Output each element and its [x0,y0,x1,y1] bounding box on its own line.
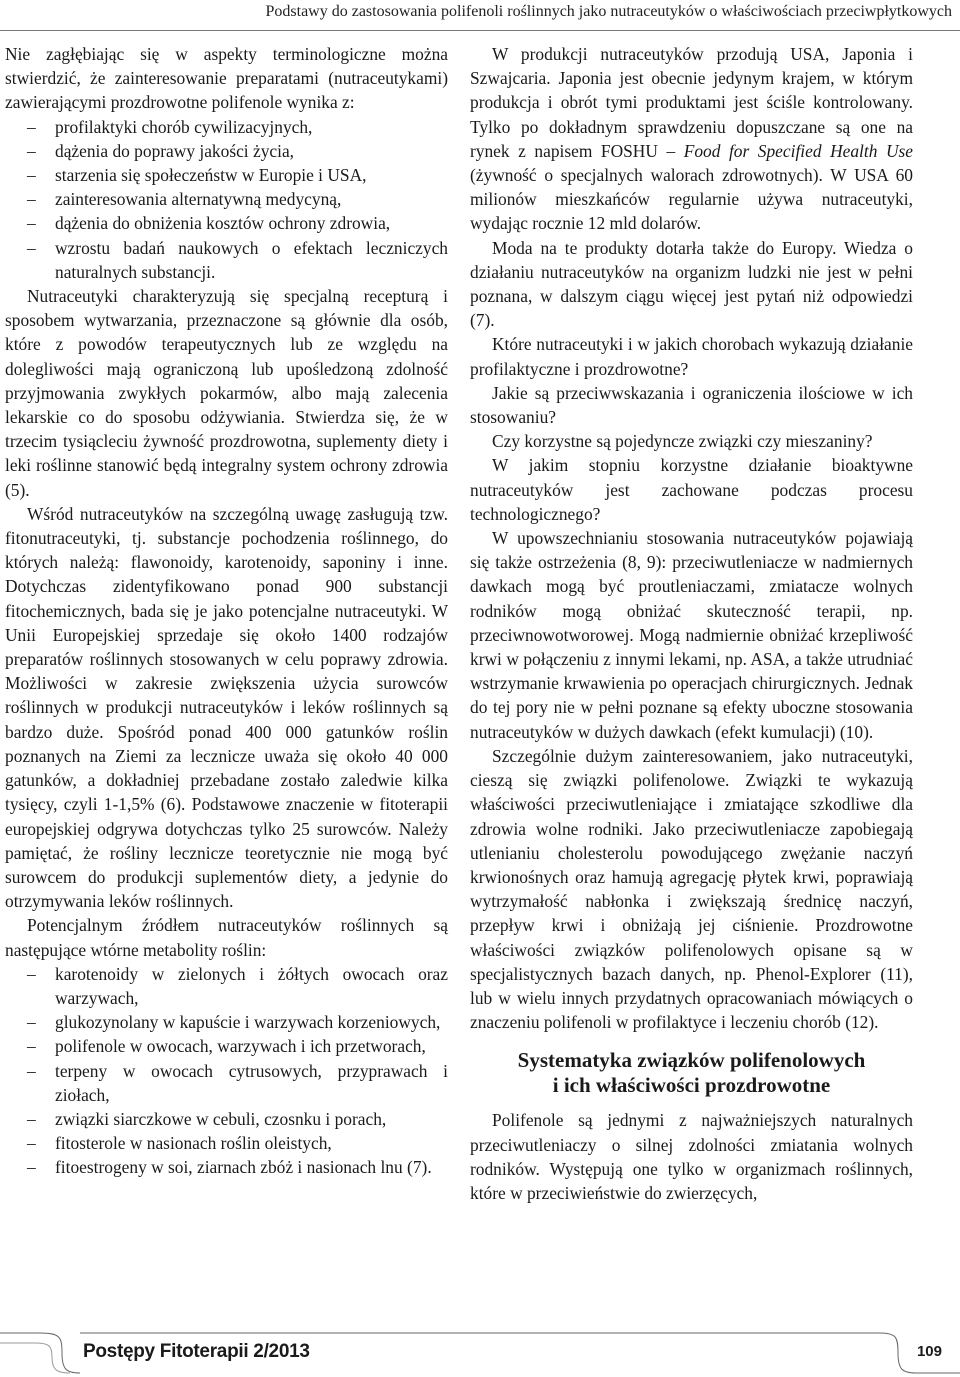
list-item: – fitosterole w nasionach roślin oleistych, [5,1131,448,1155]
list-item: – starzenia się społeczeństw w Europie i USA, [5,163,448,187]
list-item: – zainteresowania alternatywną medycyną, [5,187,448,211]
running-header [0,0,960,31]
paragraph: Wśród nutraceutyków na szczególną uwagę zasługują tzw. fitonutraceutyki, tj. substancje pochodzenia roślinnego, do których należą: flawonoidy, karotenoidy, saponiny i inne. Dotychczas zidentyfikowano ponad 900 substancji fitochemicznych, bada się je jako potencjalne nutraceutyki. W Unii Europejskiej sprzedaje się około 1400 rodzajów preparatów roślinnych stosowanych w celu poprawy zdrowia. Możliwości w zakresie zwiększenia użycia surowców roślinnych w produkcji nutraceutyków i leków roślinnych są bardzo duże. Spośród ponad 400 000 gatunków roślin poznanych na Ziemi za lecznicze uważa się około 40 000 gatunków, a dokładniej przebadane zostało zaledwie kilka tysięcy, czyli 1-1,5% (6). Podstawowe znaczenie w fitoterapii europejskiej odgrywa dotychczas tylko 25 surowców. Należy pamiętać, że rośliny lecznicze teoretycznie nie mogą być surowcem do produkcji suplementów diety, a jedynie do otrzymywania leków roślinnych. [5,503,448,912]
question: Jakie są przeciwwskazania i ograniczenia ilościowe w ich stosowaniu? [470,382,913,428]
section-heading-line: Systematyka związków polifenolowych [517,1048,866,1073]
section-heading-line: i ich właściwości prozdrowotne [552,1073,831,1098]
reasons-list [5,115,448,284]
running-title: Podstawy do zastosowania polifenoli roślinnych jako nutraceutyków o właściwościach przeciwpłytkowych [265,3,952,20]
paragraph: Szczególnie dużym zainteresowaniem, jako nutraceutyki, cieszą się związki polifenolowe. Związki te wykazują właściwości przeciwutleniające i zmiatające szkodliwe dla zdrowia wolne rodniki. Jako przeciwutleniacze zapobiegają utlenianiu cholesterolu powodującego zwężanie naczyń krwionośnych oraz hamują agregację płytek krwi, poprawiają wytrzymałość nabłonka i zwiększają średnicę naczyń, przepływ krwi i obniżają jej ciśnienie. Prozdrowotne właściwości związków polifenolowych opisane są w specjalistycznych bazach danych, np. Phenol-Explorer (11), lub w wielu innych przydatnych opracowaniach mówiących o znaczeniu polifenoli w profilaktyce i leczeniu chorób (12). [470,745,913,1033]
paragraph: Nutraceutyki charakteryzują się specjalną recepturą i sposobem wytwarzania, przeznaczone są głównie dla osób, które z powodów terapeutycznych lub ze względu na dolegliwości mają ograniczoną lub upośledzoną zdolność przyjmowania zwykłych pokarmów, albo mają zalecenia lekarskie co do sposobu odżywiania. Stwierdza się, że w trzecim tysiącleciu żywność prozdrowotna, suplementy diety i leki roślinne stanowić będą integralny system ochrony zdrowia (5). [5,286,448,500]
left-column [5,42,448,1180]
paragraph: W upowszechnianiu stosowania nutraceutyków pojawiają się także ostrzeżenia (8, 9): przeciwutleniacze w nadmiernych dawkach mogą być proutleniaczami, zmiatacze wolnych rodników mogą obniżać skuteczność terapii, np. przeciwnowotworowej. Mogą nadmiernie obniżać krzepliwość krwi w połączeniu z innymi lekami, np. ASA, a także utrudniać wstrzymanie krwawienia po operacjach chirurgicznych. Jednak do tej pory nie w pełni poznane są efekty uboczne stosowania nutraceutyków w dużych dawkach (efekt kumulacji) (10). [470,528,913,742]
paragraph [470,42,913,236]
list-item: – profilaktyki chorób cywilizacyjnych, [5,115,448,139]
list-item: – związki siarczkowe w cebuli, czosnku i porach, [5,1107,448,1131]
journal-name: Postępy Fitoterapii 2/2013 [83,1341,310,1362]
list-item: – karotenoidy w zielonych i żółtych owocach oraz warzywach, [5,962,448,1010]
list-item: – polifenole w owocach, warzywach i ich przetworach, [5,1034,448,1058]
italic-term: Food for Specified Health Use [683,140,913,161]
text-run: (żywność o specjalnych walorach zdrowotnych). W USA 60 milionów mieszkańców regularnie używa nutraceutyki, wydając rocznie 12 mld dolarów. [470,165,913,234]
page-footer [0,1329,960,1377]
page-number: 109 [916,1343,942,1360]
question: W jakim stopniu korzystne działanie bioaktywne nutraceutyków jest zachowane podczas procesu technologicznego? [470,455,913,524]
metabolites-list [5,962,448,1180]
right-column [470,42,913,1205]
paragraph: Polifenole są jednymi z najważniejszych naturalnych przeciwutleniaczy o silnej zdolności zmiatania wolnych rodników. Występują one tylko w organizmach roślinnych, które w przeciwieństwie do zwierzęcych, [470,1110,913,1203]
paragraph: Moda na te produkty dotarła także do Europy. Wiedza o działaniu nutraceutyków na organizm ludzki nie jest w pełni poznana, w dalszym ciągu więcej jest pytań niż odpowiedzi (7). [470,237,913,331]
list-item: – dążenia do obniżenia kosztów ochrony zdrowia, [5,211,448,235]
question: Czy korzystne są pojedyncze związki czy mieszaniny? [492,431,873,452]
list-item: – glukozynolany w kapuście i warzywach korzeniowych, [5,1010,448,1034]
question: Które nutraceutyki i w jakich chorobach wykazują działanie profilaktyczne i prozdrowotne? [470,334,913,379]
list-item: – wzrostu badań naukowych o efektach leczniczych naturalnych substancji. [5,236,448,284]
list-item: – dążenia do poprawy jakości życia, [5,139,448,163]
intro-paragraph: Nie zagłębiając się w aspekty terminologiczne można stwierdzić, że zainteresowanie preparatami (nutraceutykami) zawierającymi prozdrowotne polifenole wynika z: [5,44,448,113]
text-run: W produkcji nutraceutyków przodują USA, Japonia i Szwajcaria. Japonia jest obecnie jedynym krajem, w którym produkcja i obrót tymi produktami jest ściśle kontrolowany. Tylko po dokładnym sprawdzeniu dopuszczane są one na rynek z napisem FOSHU – [470,44,913,161]
list-item: – terpeny w owocach cytrusowych, przyprawach i ziołach, [5,1059,448,1107]
paragraph: Potencjalnym źródłem nutraceutyków roślinnych są następujące wtórne metabolity roślin: [5,915,448,960]
list-item: – fitoestrogeny w soi, ziarnach zbóż i nasionach lnu (7). [5,1155,448,1179]
section-heading [470,1048,913,1098]
